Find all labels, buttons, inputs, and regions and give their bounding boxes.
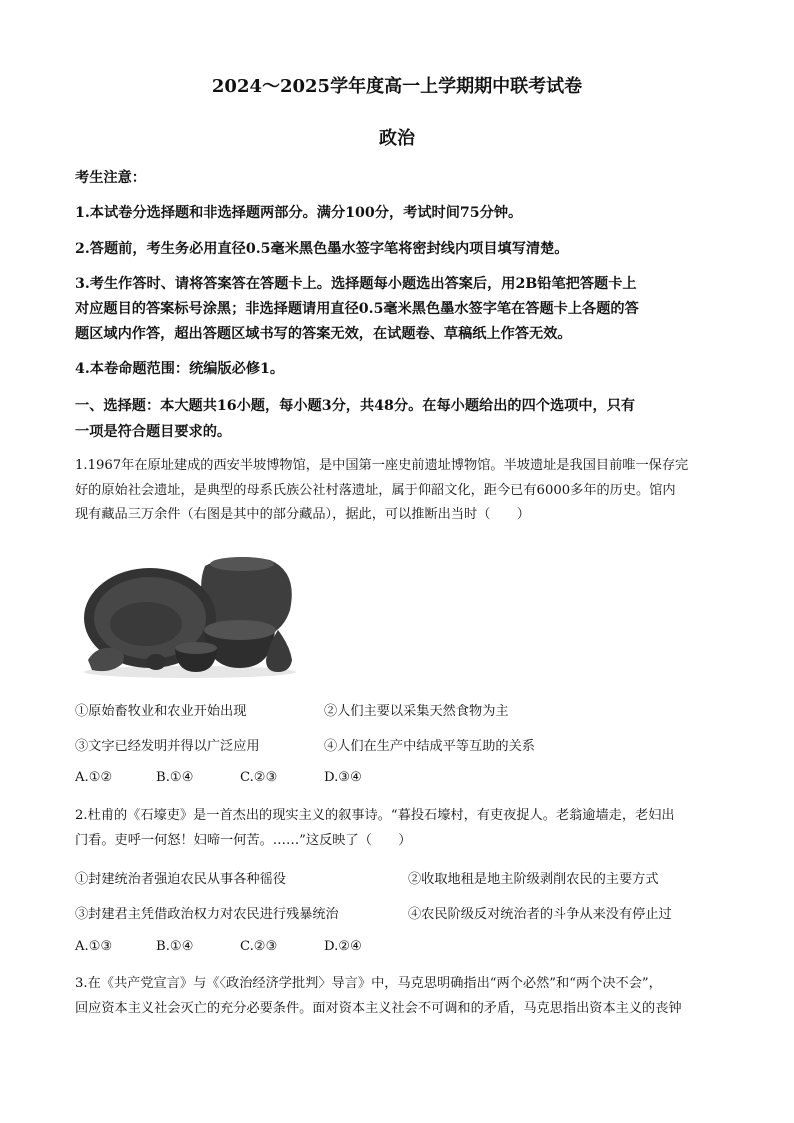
exam-title: 2024～2025学年度高一上学期期中联考试卷	[211, 76, 583, 97]
q2-stem-line-2: 门看。吏呼一何怒！妇啼一何苦。……”这反映了（ ）	[75, 833, 412, 848]
notice-item-2: 2.答题前，考生务必用直径0.5毫米黑色墨水签字笔将密封线内项目填写清楚。	[75, 241, 569, 257]
q3-stem-line-1: 3.在《共产党宣言》与《〈政治经济学批判〉导言》中，马克思明确指出“两个必然”和“两个决不会”，	[75, 976, 662, 991]
notice-item-3-line-2: 对应题目的答案标号涂黑；非选择题请用直径0.5毫米黑色墨水签字笔在答题卡上各题的答	[75, 301, 639, 317]
q2-option-2: ②收取地租是地主阶级剥削农民的主要方式	[408, 872, 659, 887]
q1-choice-c: C.②③	[240, 770, 278, 785]
q1-choice-d: D.③④	[324, 770, 362, 785]
q1-stem-line-1: 1.1967年在原址建成的西安半坡博物馆，是中国第一座史前遗址博物馆。半坡遗址是我国目前唯一保存完	[75, 458, 689, 473]
q1-choice-b: B.①④	[156, 770, 194, 785]
q3-stem-line-2: 回应资本主义社会灭亡的充分必要条件。面对资本主义社会不可调和的矛盾，马克思指出资本主义的丧钟	[75, 1001, 682, 1016]
exam-subject: 政治	[379, 128, 415, 149]
q1-option-4: ④人们在生产中结成平等互助的关系	[324, 739, 535, 754]
q1-option-2: ②人们主要以采集天然食物为主	[324, 704, 509, 719]
q1-stem-line-2: 好的原始社会遗址，是典型的母系氏族公社村落遗址，属于仰韶文化，距今已有6000多年的历史。馆内	[75, 483, 676, 498]
q2-choice-b: B.①④	[156, 939, 194, 954]
pottery-artifacts-photo	[80, 548, 300, 678]
notice-item-3-line-3: 题区域内作答，超出答题区域书写的答案无效，在试题卷、草稿纸上作答无效。	[75, 326, 572, 342]
q2-option-3: ③封建君主凭借政治权力对农民进行残暴统治	[75, 907, 339, 922]
notice-heading: 考生注意：	[75, 170, 146, 186]
q2-choice-a: A.①③	[75, 939, 113, 954]
notice-item-3-line-1: 3.考生作答时、请将答案答在答题卡上。选择题每小题选出答案后，用2B铅笔把答题卡上	[75, 276, 637, 292]
notice-item-4: 4.本卷命题范围：统编版必修1。	[75, 361, 285, 377]
q1-option-3: ③文字已经发明并得以广泛应用	[75, 739, 260, 754]
q1-stem-line-3: 现有藏品三万余件（右图是其中的部分藏品），据此，可以推断出当时（ ）	[75, 507, 530, 522]
q1-choice-a: A.①②	[75, 770, 113, 785]
q2-choice-c: C.②③	[240, 939, 278, 954]
section-heading-line-2: 一项是符合题目要求的。	[75, 424, 232, 440]
q2-stem-line-1: 2.杜甫的《石壕吏》是一首杰出的现实主义的叙事诗。“暮投石壕村，有吏夜捉人。老翁逾墙走，老妇出	[75, 808, 675, 823]
q2-choice-d: D.②④	[324, 939, 362, 954]
q2-option-4: ④农民阶级反对统治者的斗争从来没有停止过	[408, 907, 672, 922]
q1-option-1: ①原始畜牧业和农业开始出现	[75, 704, 247, 719]
q2-option-1: ①封建统治者强迫农民从事各种徭役	[75, 872, 286, 887]
notice-item-1: 1.本试卷分选择题和非选择题两部分。满分100分，考试时间75分钟。	[75, 205, 523, 221]
section-heading-line-1: 一、选择题：本大题共16小题，每小题3分，共48分。在每小题给出的四个选项中，只有	[75, 398, 636, 414]
